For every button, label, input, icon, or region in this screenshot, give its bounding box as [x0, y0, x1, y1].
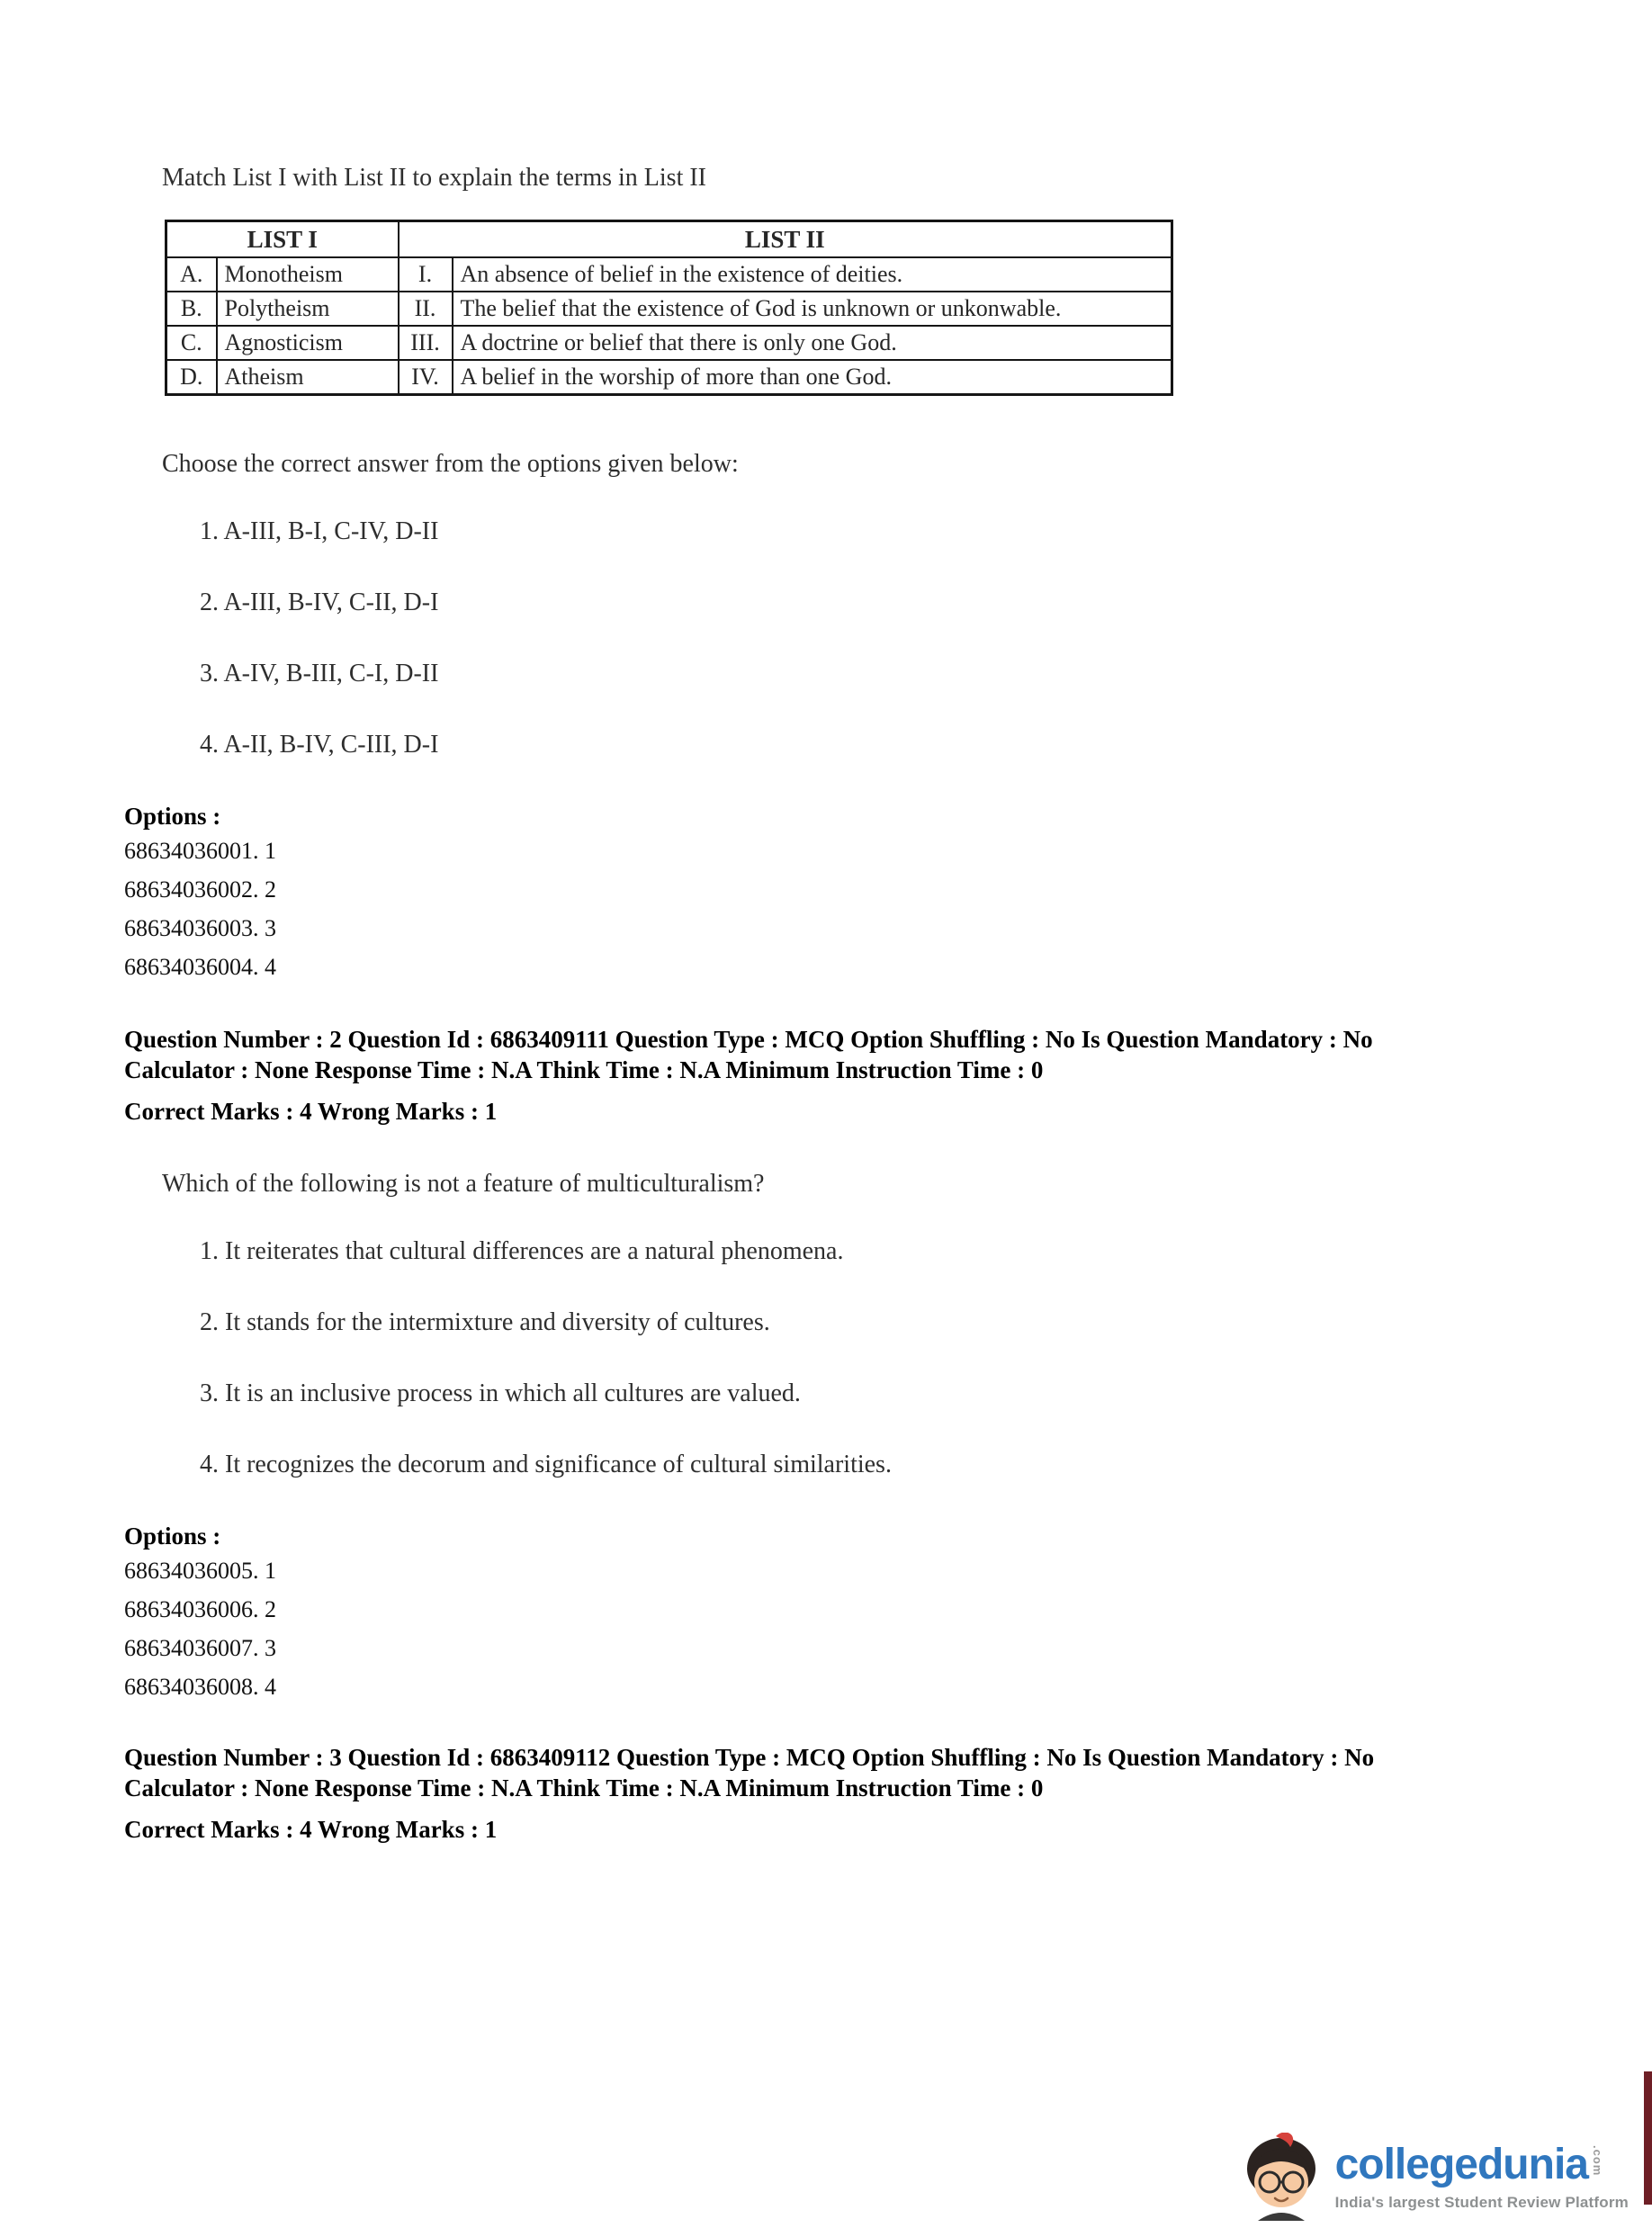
- question-1-options-label: Options :: [124, 802, 221, 830]
- choice-4: 4. A-II, B-IV, C-III, D-I: [200, 730, 439, 759]
- question-2-block: [0, 1024, 1652, 1706]
- brand-name: collegedunia: [1334, 2141, 1588, 2188]
- question-2-meta-line-1: Question Number : 2 Question Id : 6863409111 Question Type : MCQ Option Shuffling : No Is Question Mandatory : No: [124, 1025, 1373, 1053]
- row-term: Agnosticism: [217, 326, 399, 360]
- table-header-row: [166, 221, 1172, 257]
- match-table-body: [166, 257, 1172, 395]
- choice-1: 1. It reiterates that cultural differences are a natural phenomena.: [200, 1236, 844, 1265]
- table-row: [166, 292, 1172, 326]
- brand-name-row: [1335, 2142, 1629, 2188]
- option-id-line: 68634036002. 2: [124, 876, 276, 903]
- row-term: Monotheism: [217, 257, 399, 292]
- question-2-choices: [0, 1236, 1652, 1480]
- row-numeral: III.: [399, 326, 453, 360]
- list2-header-cell: LIST II: [399, 221, 1172, 257]
- collegedunia-watermark: [1240, 2133, 1629, 2221]
- brand-text-column: [1335, 2142, 1629, 2212]
- row-letter: B.: [166, 292, 217, 326]
- question-1-choices: [0, 517, 1652, 760]
- option-id-line: 68634036005. 1: [124, 1557, 276, 1584]
- choice-3: 3. A-IV, B-III, C-I, D-II: [200, 659, 439, 687]
- student-mascot-icon: [1240, 2133, 1323, 2221]
- option-id-line: 68634036001. 1: [124, 837, 276, 864]
- question-2-prompt: Which of the following is not a feature of multiculturalism?: [162, 1169, 765, 1198]
- table-row: [166, 257, 1172, 292]
- option-id-line: 68634036003. 3: [124, 914, 276, 941]
- question-2-option-ids: [0, 1551, 1652, 1706]
- question-2-options-label: Options :: [124, 1522, 221, 1550]
- question-3-block: [0, 1742, 1652, 1845]
- question-1-block: [0, 0, 1652, 986]
- option-id-line: 68634036004. 4: [124, 953, 276, 980]
- row-numeral: II.: [399, 292, 453, 326]
- row-term: Polytheism: [217, 292, 399, 326]
- choice-4: 4. It recognizes the decorum and significance of cultural similarities.: [200, 1450, 892, 1478]
- question-2-marks-line: Correct Marks : 4 Wrong Marks : 1: [124, 1097, 498, 1125]
- choice-3: 3. It is an inclusive process in which all cultures are valued.: [200, 1379, 801, 1407]
- table-row: [166, 326, 1172, 360]
- list1-header-cell: LIST I: [166, 221, 399, 257]
- row-numeral: IV.: [399, 360, 453, 395]
- row-letter: C.: [166, 326, 217, 360]
- option-id-line: 68634036008. 4: [124, 1673, 276, 1700]
- choice-2: 2. A-III, B-IV, C-II, D-I: [200, 588, 439, 616]
- row-term: Atheism: [217, 360, 399, 395]
- brand-tagline: India's largest Student Review Platform: [1334, 2194, 1629, 2211]
- row-definition: The belief that the existence of God is unknown or unkonwable.: [453, 292, 1172, 326]
- row-letter: A.: [166, 257, 217, 292]
- question-2-meta: [124, 1024, 1580, 1127]
- table-row: [166, 360, 1172, 395]
- question-2-meta-line-2: Calculator : None Response Time : N.A Think Time : N.A Minimum Instruction Time : 0: [124, 1056, 1044, 1083]
- row-definition: A belief in the worship of more than one God.: [453, 360, 1172, 395]
- row-letter: D.: [166, 360, 217, 395]
- row-definition: A doctrine or belief that there is only one God.: [453, 326, 1172, 360]
- option-id-line: 68634036006. 2: [124, 1595, 276, 1622]
- question-1-option-ids: [0, 831, 1652, 986]
- question-1-prompt: Match List I with List II to explain the terms in List II: [162, 164, 706, 192]
- row-numeral: I.: [399, 257, 453, 292]
- match-list-table: [165, 220, 1173, 396]
- question-3-meta: [124, 1742, 1580, 1845]
- row-definition: An absence of belief in the existence of deities.: [453, 257, 1172, 292]
- match-table-header: [166, 221, 1172, 257]
- question-1-choose-prompt: Choose the correct answer from the options given below:: [162, 449, 739, 478]
- choice-1: 1. A-III, B-I, C-IV, D-II: [200, 517, 439, 545]
- question-3-meta-line-1: Question Number : 3 Question Id : 6863409112 Question Type : MCQ Option Shuffling : No Is Question Mandatory : No: [124, 1743, 1375, 1771]
- brand-tld: .com: [1590, 2145, 1604, 2177]
- choice-2: 2. It stands for the intermixture and diversity of cultures.: [200, 1307, 770, 1336]
- question-3-meta-line-2: Calculator : None Response Time : N.A Think Time : N.A Minimum Instruction Time : 0: [124, 1774, 1044, 1801]
- option-id-line: 68634036007. 3: [124, 1634, 276, 1661]
- brand-accent-bar: [1644, 2071, 1652, 2205]
- question-3-marks-line: Correct Marks : 4 Wrong Marks : 1: [124, 1815, 498, 1843]
